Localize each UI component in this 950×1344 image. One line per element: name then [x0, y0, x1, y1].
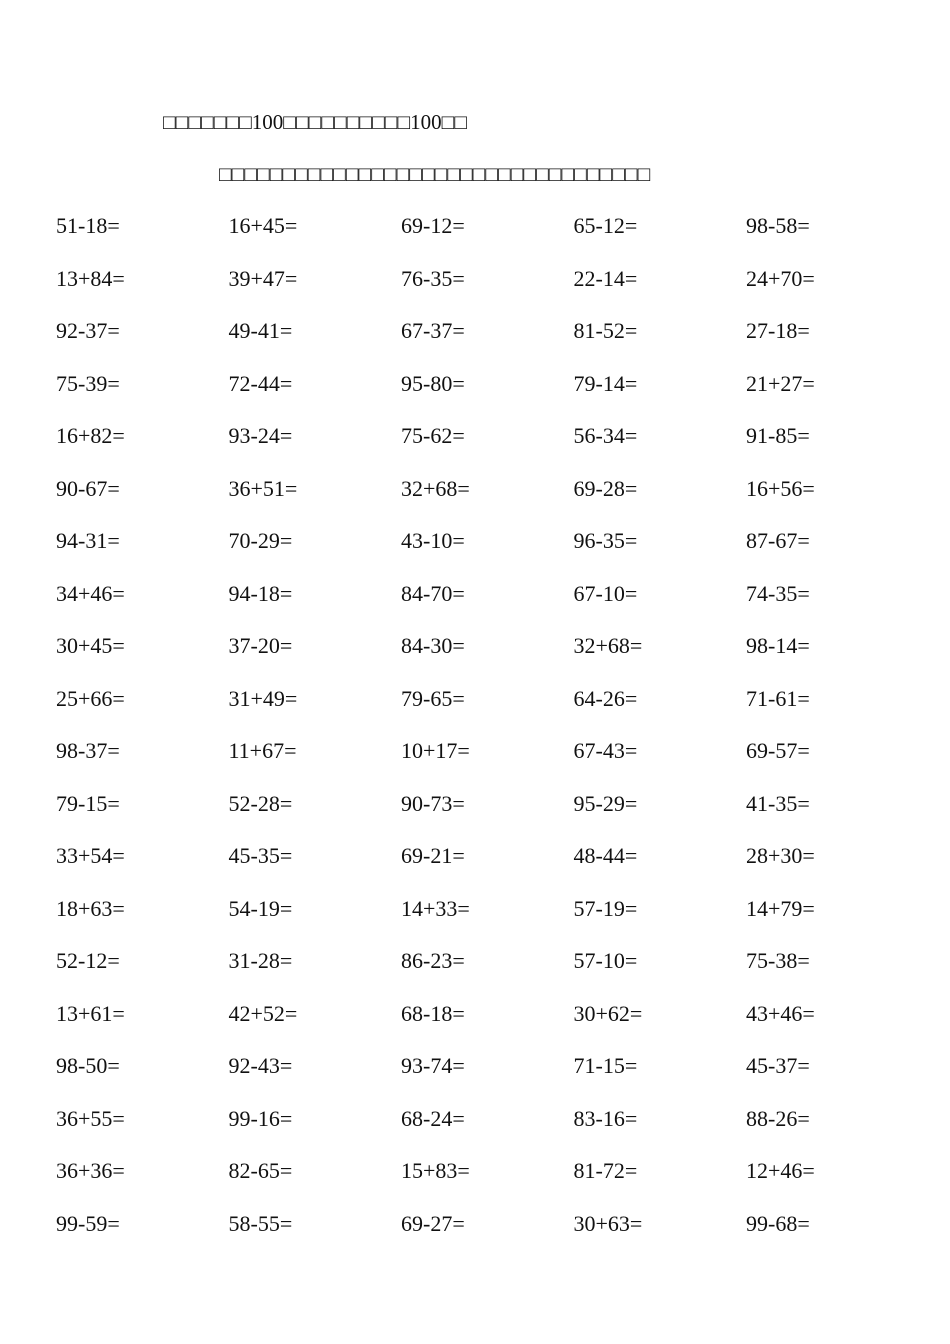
- math-problem: 79-65=: [401, 685, 465, 711]
- math-problem: 82-65=: [228, 1158, 293, 1183]
- math-problem: 75-62=: [401, 423, 465, 448]
- math-problem: 64-26=: [573, 685, 638, 711]
- math-problem: 90-67=: [56, 475, 120, 501]
- math-problem: 39+47=: [228, 265, 298, 291]
- math-problem: 67-10=: [573, 580, 638, 606]
- math-problem: 57-10=: [573, 948, 638, 973]
- math-problem: 13+84=: [56, 265, 125, 291]
- worksheet-title: □□□□□□□100□□□□□□□□□□100□□: [163, 110, 467, 134]
- math-problem: 54-19=: [228, 895, 293, 921]
- problem-grid: [56, 213, 919, 1263]
- math-problem: 31-28=: [228, 948, 293, 973]
- math-problem: 42+52=: [228, 1000, 298, 1026]
- worksheet-subtitle: □□□□□□□□□□□□□□□□□□□□□□□□□□□□□□□□□□: [219, 162, 651, 186]
- math-problem: 16+82=: [56, 423, 125, 448]
- math-problem: 52-12=: [56, 948, 120, 973]
- math-problem: 45-35=: [228, 843, 293, 868]
- math-problem: 70-29=: [228, 528, 293, 553]
- math-problem: 83-16=: [573, 1105, 638, 1131]
- math-problem: 98-50=: [56, 1053, 120, 1078]
- math-problem: 24+70=: [746, 265, 815, 291]
- math-problem: 93-74=: [401, 1053, 465, 1078]
- math-problem: 43-10=: [401, 528, 465, 553]
- math-problem: 91-85=: [746, 423, 810, 448]
- math-problem: 13+61=: [56, 1000, 125, 1026]
- math-problem: 72-44=: [228, 370, 293, 396]
- math-problem: 31+49=: [228, 685, 298, 711]
- math-problem: 99-68=: [746, 1210, 810, 1236]
- math-problem: 16+56=: [746, 475, 815, 501]
- math-problem: 92-37=: [56, 318, 120, 343]
- math-problem: 30+45=: [56, 633, 125, 658]
- math-problem: 67-37=: [401, 318, 465, 343]
- math-problem: 36+36=: [56, 1158, 125, 1183]
- math-problem: 90-73=: [401, 790, 465, 816]
- math-problem: 94-31=: [56, 528, 120, 553]
- math-problem: 87-67=: [746, 528, 810, 553]
- math-problem: 95-80=: [401, 370, 465, 396]
- math-problem: 14+33=: [401, 895, 470, 921]
- math-problem: 27-18=: [746, 318, 810, 343]
- math-problem: 95-29=: [573, 790, 638, 816]
- math-problem: 99-59=: [56, 1210, 120, 1236]
- math-problem: 71-15=: [573, 1053, 638, 1078]
- math-problem: 18+63=: [56, 895, 125, 921]
- math-problem: 32+68=: [573, 633, 643, 658]
- math-problem: 69-27=: [401, 1210, 465, 1236]
- math-problem: 41-35=: [746, 790, 810, 816]
- math-problem: 49-41=: [228, 318, 293, 343]
- math-problem: 14+79=: [746, 895, 815, 921]
- math-problem: 34+46=: [56, 580, 125, 606]
- math-problem: 84-70=: [401, 580, 465, 606]
- math-problem: 98-14=: [746, 633, 810, 658]
- math-problem: 15+83=: [401, 1158, 470, 1183]
- math-problem: 67-43=: [573, 738, 638, 763]
- math-problem: 94-18=: [228, 580, 293, 606]
- math-problem: 25+66=: [56, 685, 125, 711]
- math-problem: 43+46=: [746, 1000, 815, 1026]
- math-problem: 74-35=: [746, 580, 810, 606]
- math-problem: 22-14=: [573, 265, 638, 291]
- math-problem: 36+55=: [56, 1105, 125, 1131]
- math-problem: 79-15=: [56, 790, 120, 816]
- math-problem: 98-58=: [746, 213, 810, 238]
- math-problem: 92-43=: [228, 1053, 293, 1078]
- math-problem: 88-26=: [746, 1105, 810, 1131]
- math-problem: 30+63=: [573, 1210, 643, 1236]
- math-problem: 96-35=: [573, 528, 638, 553]
- math-problem: 30+62=: [573, 1000, 643, 1026]
- math-problem: 58-55=: [228, 1210, 293, 1236]
- math-problem: 28+30=: [746, 843, 815, 868]
- math-problem: 57-19=: [573, 895, 638, 921]
- math-problem: 71-61=: [746, 685, 810, 711]
- math-problem: 45-37=: [746, 1053, 810, 1078]
- math-problem: 98-37=: [56, 738, 120, 763]
- math-problem: 33+54=: [56, 843, 125, 868]
- math-problem: 37-20=: [228, 633, 293, 658]
- math-problem: 68-18=: [401, 1000, 465, 1026]
- math-problem: 52-28=: [228, 790, 293, 816]
- math-problem: 99-16=: [228, 1105, 293, 1131]
- math-problem: 56-34=: [573, 423, 638, 448]
- math-problem: 93-24=: [228, 423, 293, 448]
- math-problem: 81-52=: [573, 318, 638, 343]
- math-problem: 69-28=: [573, 475, 638, 501]
- math-problem: 76-35=: [401, 265, 465, 291]
- math-problem: 69-12=: [401, 213, 465, 238]
- math-problem: 81-72=: [573, 1158, 638, 1183]
- math-problem: 69-21=: [401, 843, 465, 868]
- math-problem: 75-39=: [56, 370, 120, 396]
- math-problem: 69-57=: [746, 738, 810, 763]
- math-problem: 68-24=: [401, 1105, 465, 1131]
- math-problem: 79-14=: [573, 370, 638, 396]
- math-problem: 16+45=: [228, 213, 298, 238]
- math-problem: 51-18=: [56, 213, 120, 238]
- math-problem: 10+17=: [401, 738, 470, 763]
- math-problem: 21+27=: [746, 370, 815, 396]
- math-problem: 36+51=: [228, 475, 298, 501]
- math-problem: 12+46=: [746, 1158, 815, 1183]
- math-problem: 84-30=: [401, 633, 465, 658]
- math-problem: 75-38=: [746, 948, 810, 973]
- math-problem: 65-12=: [573, 213, 638, 238]
- math-problem: 11+67=: [228, 738, 297, 763]
- math-problem: 86-23=: [401, 948, 465, 973]
- math-problem: 48-44=: [573, 843, 638, 868]
- math-problem: 32+68=: [401, 475, 470, 501]
